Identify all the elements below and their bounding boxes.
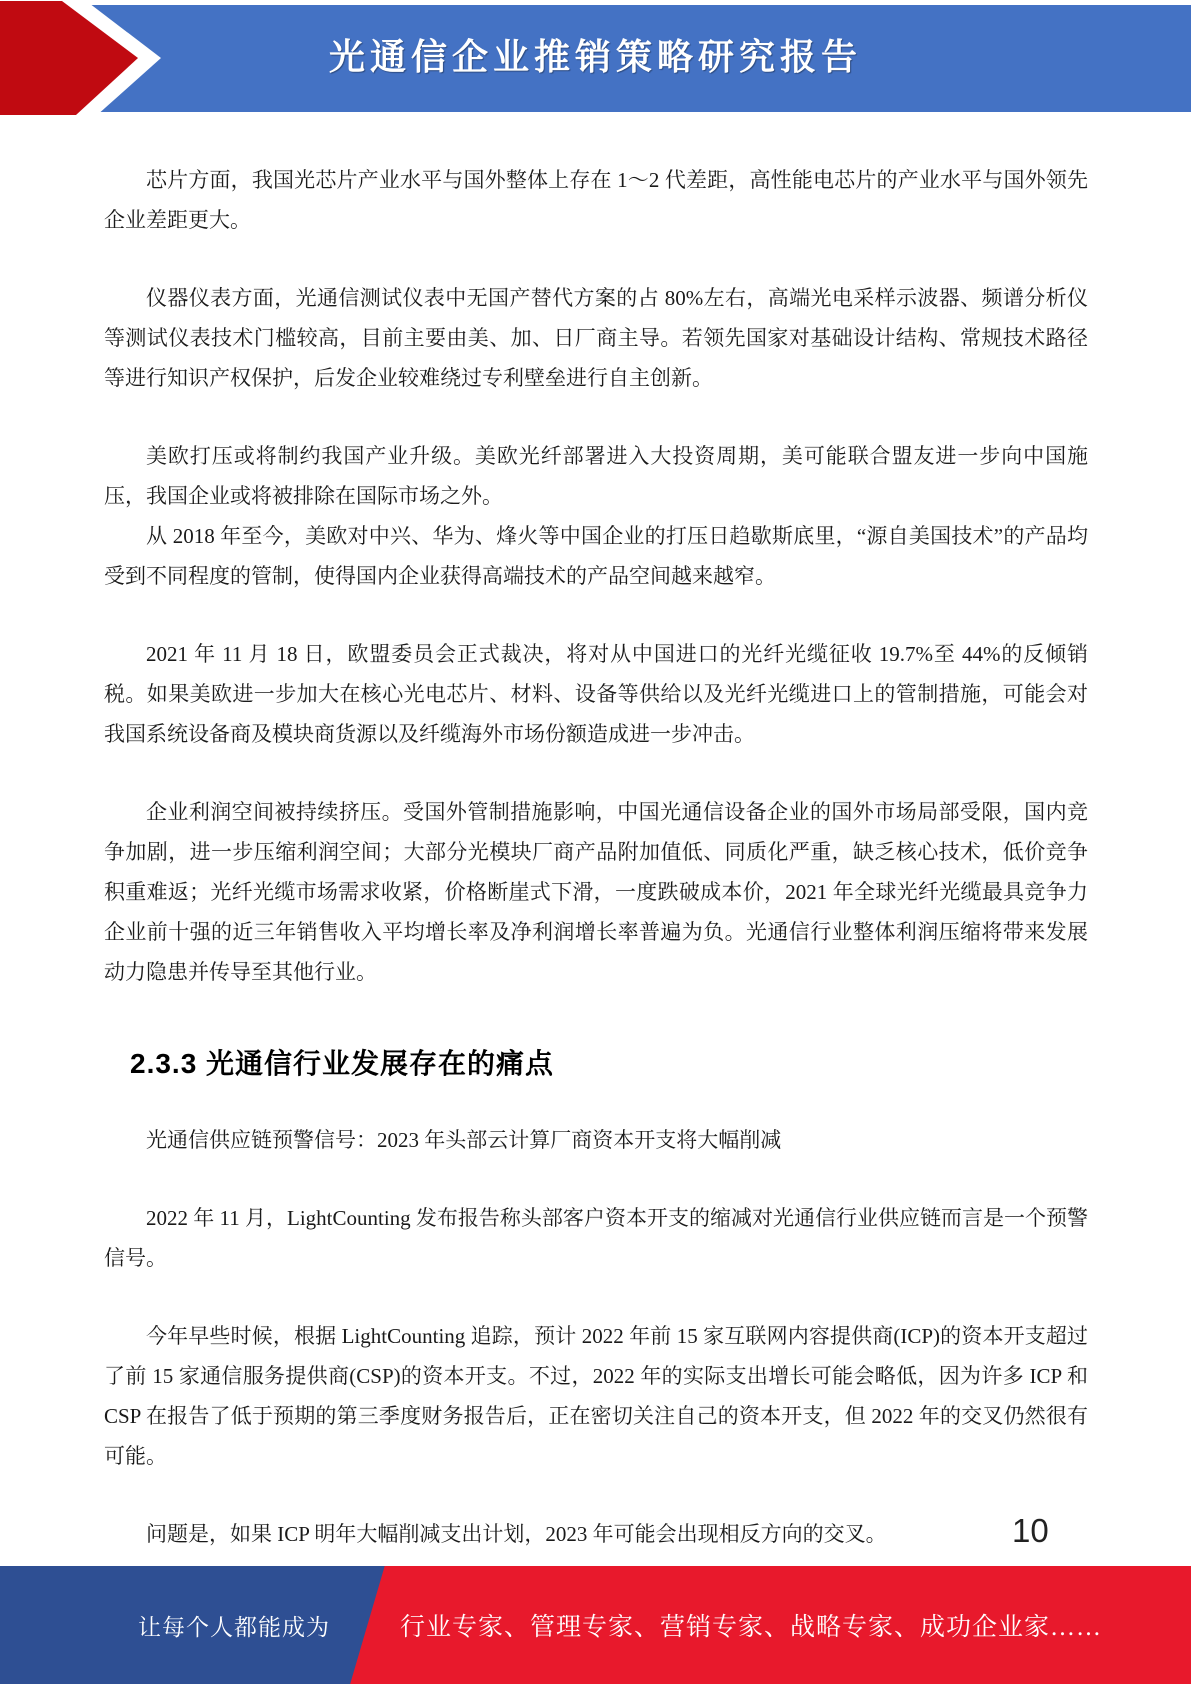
arrow-icon [0, 0, 170, 116]
header-banner [0, 5, 1191, 112]
paragraph: 芯片方面，我国光芯片产业水平与国外整体上存在 1～2 代差距，高性能电芯片的产业水平与国外领先企业差距更大。 [104, 168, 1088, 232]
paragraph: 问题是，如果 ICP 明年大幅削减支出计划，2023 年可能会出现相反方向的交叉。 [146, 1522, 887, 1546]
section-heading: 2.3.3 光通信行业发展存在的痛点 [130, 1048, 555, 1079]
footer-slogan-right: 行业专家、管理专家、营销专家、战略专家、成功企业家…… [400, 1614, 1103, 1641]
page-number: 10 [1012, 1512, 1049, 1549]
paragraph: 美欧打压或将制约我国产业升级。美欧光纤部署进入大投资周期，美可能联合盟友进一步向中国施压，我国企业或将被排除在国际市场之外。 [104, 444, 1088, 508]
paragraph: 从 2018 年至今，美欧对中兴、华为、烽火等中国企业的打压日趋歇斯底里，“源自美国技术”的产品均受到不同程度的管制，使得国内企业获得高端技术的产品空间越来越窄。 [104, 524, 1088, 588]
paragraph: 2022 年 11 月，LightCounting 发布报告称头部客户资本开支的缩减对光通信行业供应链而言是一个预警信号。 [104, 1206, 1088, 1270]
report-title: 光通信企业推销策略研究报告 [328, 36, 862, 77]
body-content [104, 122, 1088, 1554]
paragraph: 今年早些时候，根据 LightCounting 追踪，预计 2022 年前 15 家互联网内容提供商(ICP)的资本开支超过了前 15 家通信服务提供商(CSP)的资本开支。不过，2022 年的实际支出增长可能会略低，因为许多 ICP 和 CSP 在报告了低于预期的第三季度财务报告后，正在密切关注自己的资本开支，但 2022 年的交叉仍然很有可能。 [104, 1324, 1088, 1468]
paragraph: 2021 年 11 月 18 日，欧盟委员会正式裁决，将对从中国进口的光纤光缆征收 19.7%至 44%的反倾销税。如果美欧进一步加大在核心光电芯片、材料、设备等供给以及光纤光缆进口上的管制措施，可能会对我国系统设备商及模块商货源以及纤缆海外市场份额造成进一步冲击。 [104, 642, 1088, 746]
paragraph: 仪器仪表方面，光通信测试仪表中无国产替代方案的占 80%左右，高端光电采样示波器、频谱分析仪等测试仪表技术门槛较高，目前主要由美、加、日厂商主导。若领先国家对基础设计结构、常规技术路径等进行知识产权保护，后发企业较难绕过专利壁垒进行自主创新。 [104, 286, 1088, 390]
paragraph: 光通信供应链预警信号：2023 年头部云计算厂商资本开支将大幅削减 [146, 1128, 782, 1152]
footer [0, 1566, 1191, 1684]
footer-slogan-left: 让每个人都能成为 [138, 1614, 330, 1640]
paragraph: 企业利润空间被持续挤压。受国外管制措施影响，中国光通信设备企业的国外市场局部受限，国内竞争加剧，进一步压缩利润空间；大部分光模块厂商产品附加值低、同质化严重，缺乏核心技术，低价竞争积重难返；光纤光缆市场需求收紧，价格断崖式下滑，一度跌破成本价，2021 年全球光纤光缆最具竞争力企业前十强的近三年销售收入平均增长率及净利润增长率普遍为负。光通信行业整体利润压缩将带来发展动力隐患并传导至其他行业。 [104, 800, 1088, 984]
